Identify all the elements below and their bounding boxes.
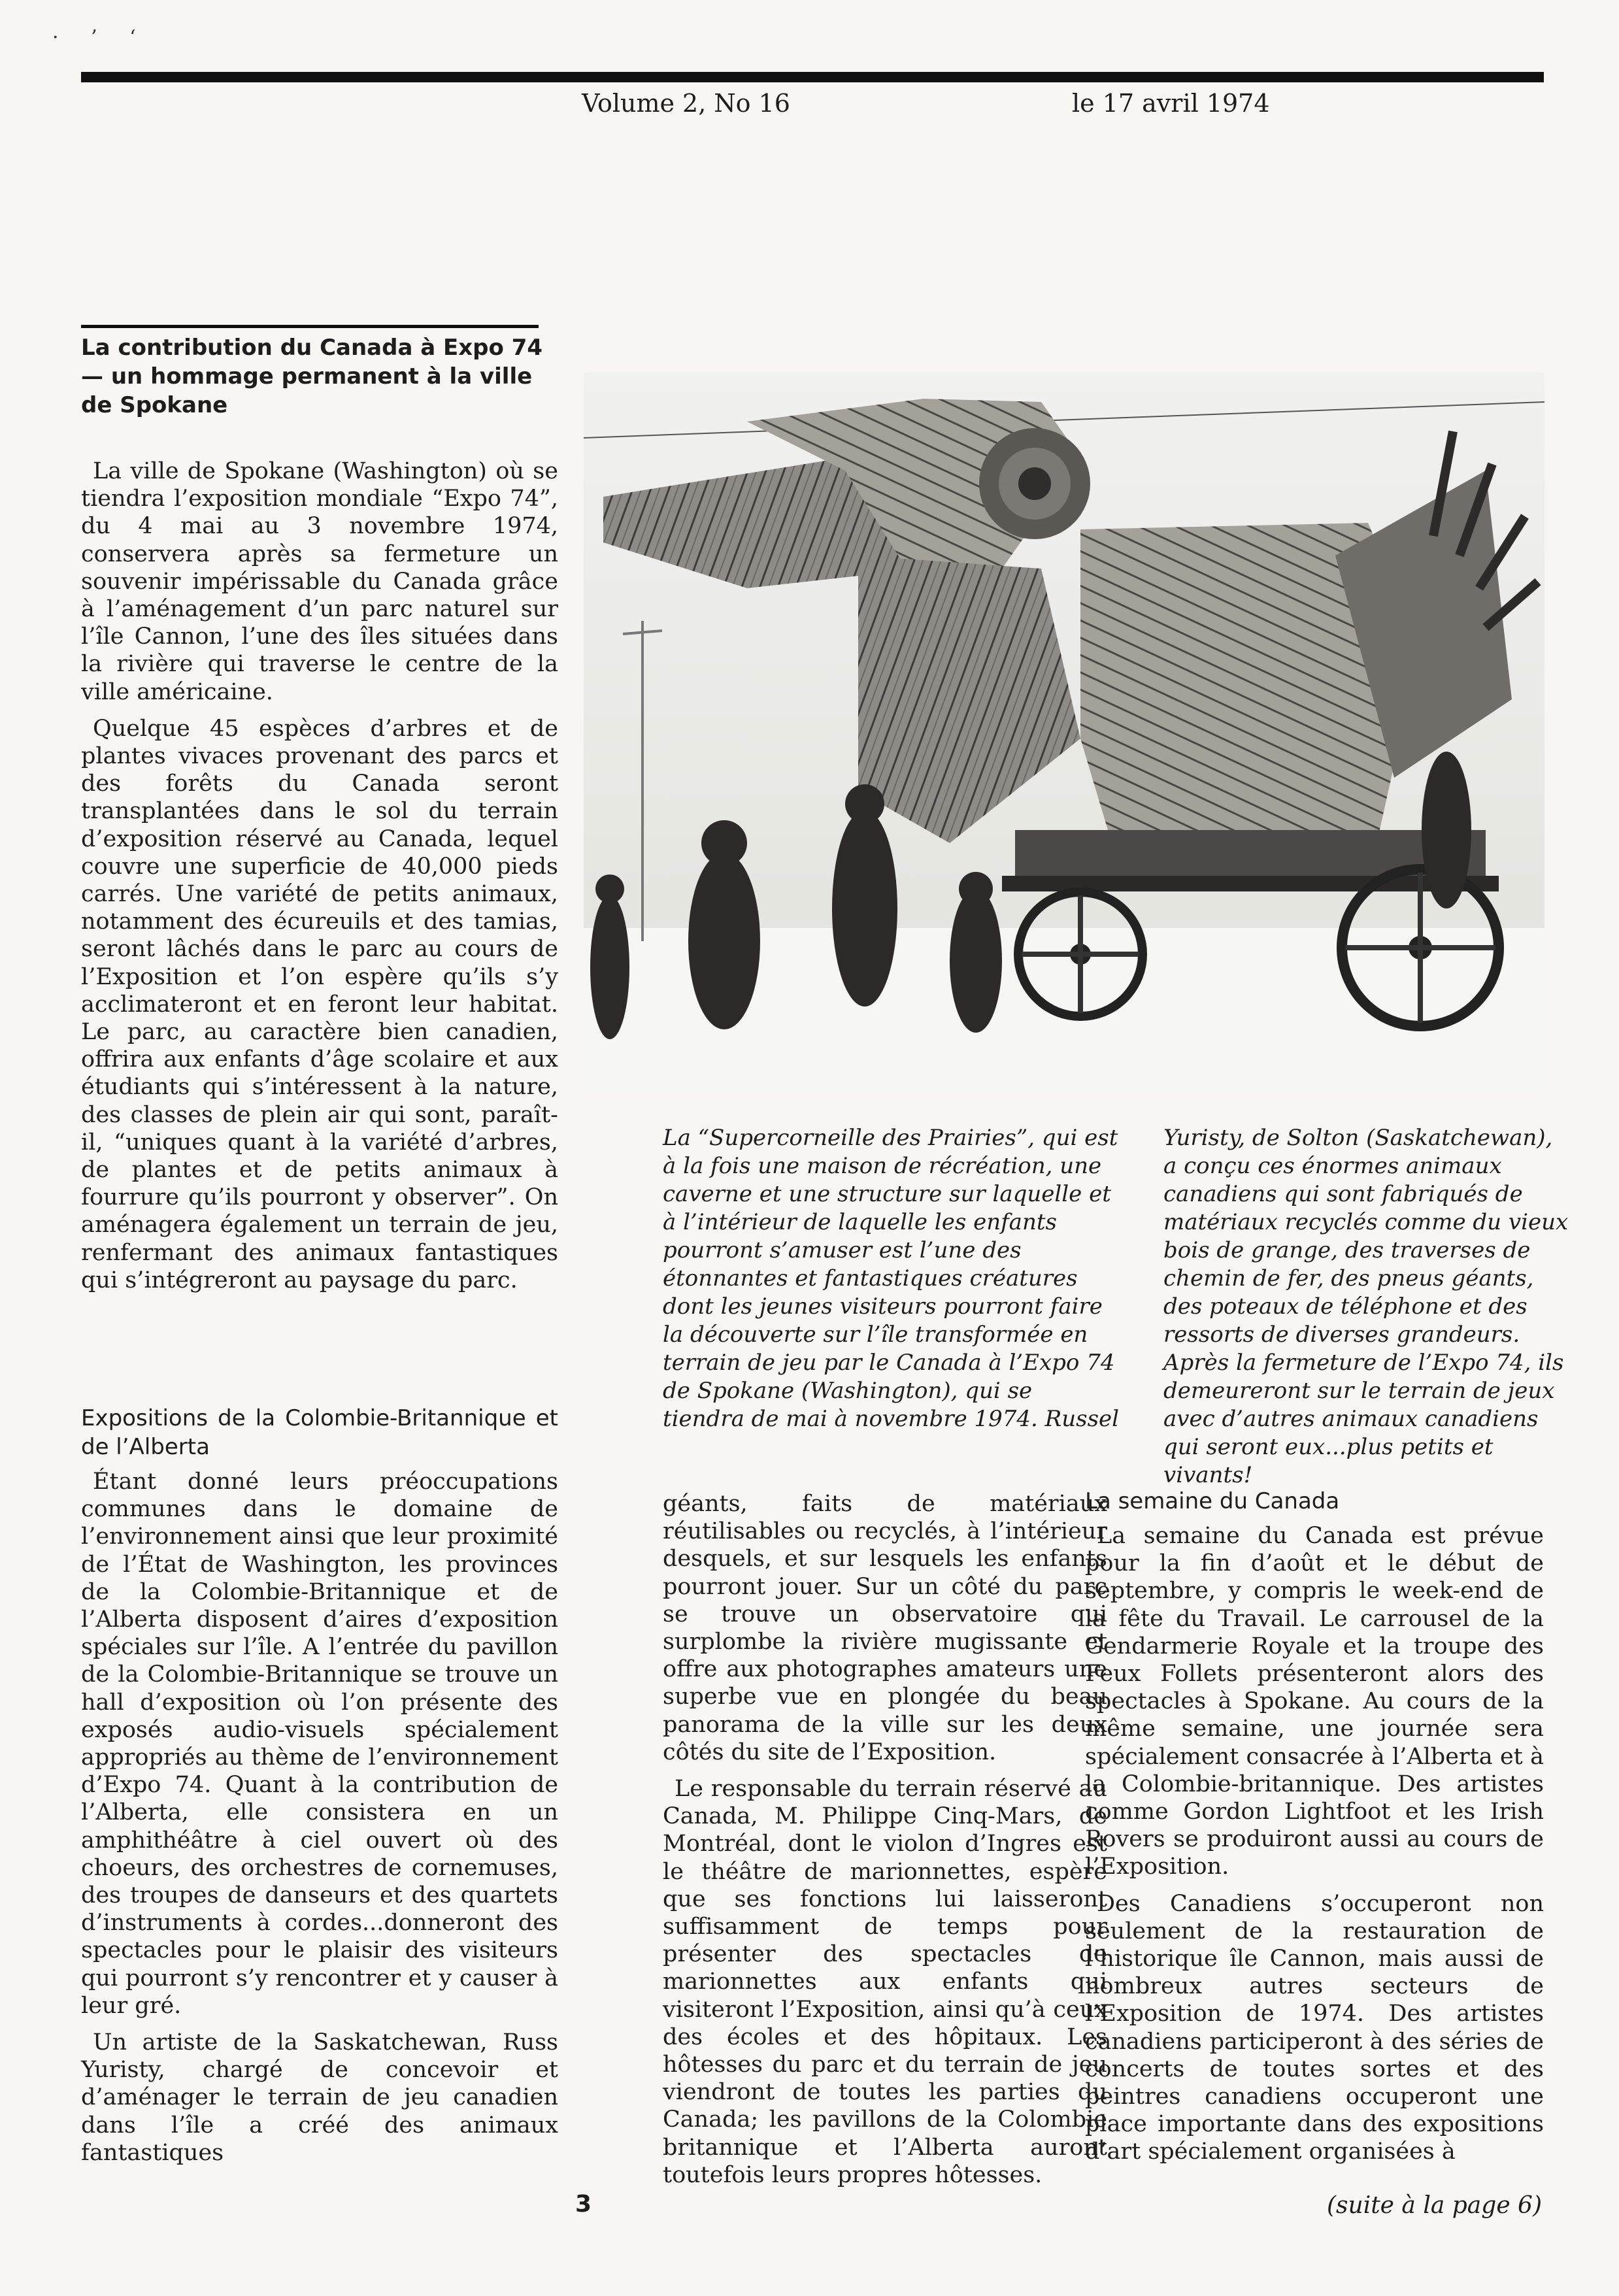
paragraph: La semaine du Canada est prévue pour la fin d’août et le début de septembre, y compris le week-end de la fête du Travail. Le carrousel de la Gendarmerie Royale et la troupe des Feux Follets présenteront alors des spectacles à Spokane. Au cours de la même semaine, une journée sera spécialement consacrée à l’Alberta et à la Colombie-britannique. Des artistes comme Gordon Lightfoot et les Irish Rovers se produiront aussi au cours de l’Exposition. [1085,1523,1544,1880]
paragraph: géants, faits de matériaux réutilisables ou recyclés, à l’intérieur desquels, et sur lesquels les enfants pourront jouer. Sur un côté du parc se trouve un observatoire qui surplombe la rivière mugissante et offre aux photographes amateurs une superbe vue en plongée du beau panorama de la ville sur les deux côtés du site de l’Exposition. [663,1491,1107,1765]
paragraph: Quelque 45 espèces d’arbres et de plantes vivaces provenant des parcs et des forêts du Canada seront transplantées dans le sol du terrain d’exposition réservé au Canada, lequel couvre une superficie de 40,000 pieds carrés. Une variété de petits animaux, notamment des écureuils et des tamias, seront lâchés dans le parc au cours de l’Exposition et l’on espère qu’ils s’y acclimateront et en feront leur habitat. Le parc, au caractère bien canadien, offrira aux enfants d’âge scolaire et aux étudiants qui s’intéressent à la nature, des classes de plein air qui sont, paraît-il, “uniques quant à la variété d’arbres, de plantes et de petits animaux à fourrure qu’ils pourront y observer”. On aménagera également un terrain de jeu, renfermant des animaux fantastiques qui s’intégreront au paysage du parc. [81,715,558,1293]
corner-specks: · ’ ‘ [52,26,149,49]
paragraph: La ville de Spokane (Washington) où se tiendra l’exposition mondiale “Expo 74”, du 4 mai au 3 novembre 1974, conservera après sa fermeture un souvenir impérissable du Canada grâce à l’aménagement d’un parc naturel sur l’île Cannon, l’une des îles situées dans la rivière qui traverse le centre de la ville américaine. [81,458,558,705]
headline-rule [81,325,539,328]
photo-caption-right: Yuristy, de Solton (Saskatchewan), a conçu ces énormes animaux canadiens qui sont fabriqués de matériaux recyclés comme du vieux bois de grange, des traverses de chemin de fer, des pneus géants, des poteaux de téléphone et des ressorts de diverses grandeurs. Après la fermeture de l’Expo 74, ils demeureront sur le terrain de jeux avec d’autres animaux canadiens qui seront eux...plus petits et vivants! [1163,1125,1569,1488]
photo-prairie-crow-sculpture [584,373,1544,1091]
paragraph: Un artiste de la Saskatchewan, Russ Yuristy, chargé de concevoir et d’aménager le terrain de jeu canadien dans l’île a créé des animaux fantastiques [81,2029,558,2166]
paragraph: Des Canadiens s’occuperont non seulement de la restauration de l’historique île Cannon, mais aussi de nombreux autres secteurs de l’Exposition de 1974. Des artistes canadiens participeront à des séries de concerts de toutes sortes et des peintres canadiens occuperont une place importante dans des expositions d’art spécialement organisées à [1085,1890,1544,2165]
page-number: 3 [575,2191,592,2218]
continued-note: (suite à la page 6) [1327,2192,1543,2219]
paragraph: Étant donné leurs préoccupations communes dans le domaine de l’environnement ainsi que leur proximité de l’État de Washington, les provinces de la Colombie-Britannique et de l’Alberta disposent d’aires d’exposition spéciales sur l’île. A l’entrée du pavillon de la Colombie-Britannique se trouve un hall d’exposition où l’on présente des exposés audio-visuels spécialement appropriés au thème de l’environnement d’Expo 74. Quant à la contribution de l’Alberta, elle consistera en un amphithéâtre à ciel ouvert où des choeurs, des orchestres de cornemuses, des troupes de danseurs et des quartets d’instruments à cordes...donneront des spectacles pour le plaisir des visiteurs qui pourront s’y rencontrer et y causer à leur gré. [81,1469,558,2019]
subheading-expositions: Expositions de la Colombie-Britannique et de l’Alberta [81,1405,558,1460]
article-headline: La contribution du Canada à Expo 74 — un hommage permanent à la ville de Spokane [81,335,543,418]
photo-caption-left: La “Supercorneille des Prairies”, qui est à la fois une maison de récréation, une caverne et une structure sur laquelle et à l’intérieur de laquelle les enfants pourront s’amuser est l’une des étonnantes et fantastiques créatures dont les jeunes visiteurs pourront faire la découverte sur l’île transformée en terrain de jeu par le Canada à l’Expo 74 de Spokane (Washington), qui se tiendra de mai à novembre 1974. Russel [663,1125,1120,1432]
issue-date: le 17 avril 1974 [1072,89,1270,118]
issue-volume: Volume 2, No 16 [582,89,790,118]
column-1-bottom [81,1386,558,2176]
subheading-semaine-canada: La semaine du Canada [1085,1488,1340,1514]
column-2 [663,1490,1107,2198]
top-rule [81,72,1544,82]
column-3 [1085,1487,1544,2175]
column-1-top [81,458,558,1303]
paragraph: Le responsable du terrain réservé au Canada, M. Philippe Cinq-Mars, de Montréal, dont le violon d’Ingres est le théâtre de marionnettes, espère que ses fonctions lui laisseront suffisamment de temps pour présenter des spectacles de marionnettes aux enfants qui visiteront l’Exposition, ainsi qu’à ceux des écoles et des hôpitaux. Les hôtesses du parc et du terrain de jeu viendront de toutes les parties du Canada; les pavillons de la Colombie britannique et l’Alberta auront toutefois leurs propres hôtesses. [663,1776,1107,2188]
